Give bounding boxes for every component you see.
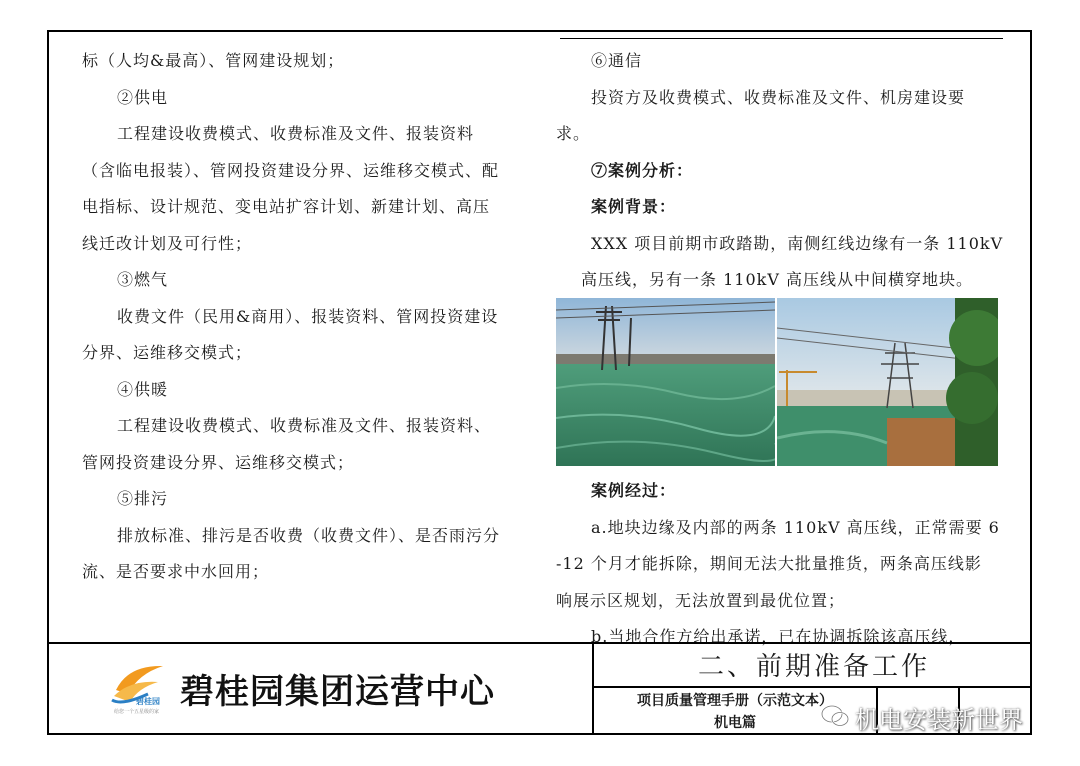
text-line: 流、是否要求中水回用； [82,562,270,581]
text-line: 线迁改计划及可行性； [82,233,253,253]
text-line: b.当地合作方给出承诺，已在协调拆除该高压线， [591,627,966,646]
text-line: 案例背景： [591,197,677,216]
text-line: 分界、运维移交模式； [82,343,253,362]
text-line: 排放标准、排污是否收费（收费文件）、是否雨污分 [117,525,501,545]
text-line: 标（人均&最高）、管网建设规划； [82,51,345,70]
text-line: 案例经过： [591,481,677,500]
svg-text:给您一个五星级的家: 给您一个五星级的家 [114,709,160,715]
text-line: XXX 项目前期市政踏勘，南侧红线边缘有一条 110kV [591,233,1004,253]
text-line: 投资方及收费模式、收费标准及文件、机房建设要 [591,87,966,107]
text-line: ⑤排污 [117,489,169,508]
wechat-icon [820,704,850,728]
watermark-text: 机电安装新世界 [855,706,1023,734]
text-line: -12 个月才能拆除，期间无法大批量推货，两条高压线影 [556,554,982,573]
text-line: 电指标、设计规范、变电站扩容计划、新建计划、高压 [82,197,491,216]
svg-text:碧桂园: 碧桂园 [136,697,160,706]
text-line: ⑦案例分析： [591,160,694,180]
text-line: ⑥通信 [591,51,643,70]
text-line: 工程建设收费模式、收费标准及文件、报装资料、 [117,416,492,435]
text-line: 管网投资建设分界、运维移交模式； [82,452,355,472]
text-line: ④供暖 [117,379,169,399]
text-line: 高压线，另有一条 110kV 高压线从中间横穿地块。 [581,270,973,289]
text-line: 收费文件（民用&商用）、报装资料、管网投资建设 [117,306,499,326]
footer-divider-main [592,642,594,735]
text-line: a.地块边缘及内部的两条 110kV 高压线，正常需要 6 [591,517,1000,537]
text-line: 工程建设收费模式、收费标准及文件、报装资料 [117,124,475,143]
company-name: 碧桂园集团运营中心 [180,672,495,712]
text-line: （含临电报装）、管网投资建设分界、运维移交模式、配 [82,160,500,180]
company-logo [108,660,173,715]
text-line: 求。 [556,124,591,143]
section-title: 二、前期准备工作 [697,652,930,682]
site-photo-right [777,298,998,466]
site-photo-left [556,298,775,466]
manual-title: 项目质量管理手册（示范文本） [637,693,833,709]
footer-divider-h [592,686,1032,688]
text-line: ③燃气 [117,270,169,289]
manual-subtitle: 机电篇 [714,715,756,731]
header-rule [560,38,1003,39]
text-line: 响展示区规划，无法放置到最优位置； [556,590,846,610]
text-line: ②供电 [117,87,169,107]
